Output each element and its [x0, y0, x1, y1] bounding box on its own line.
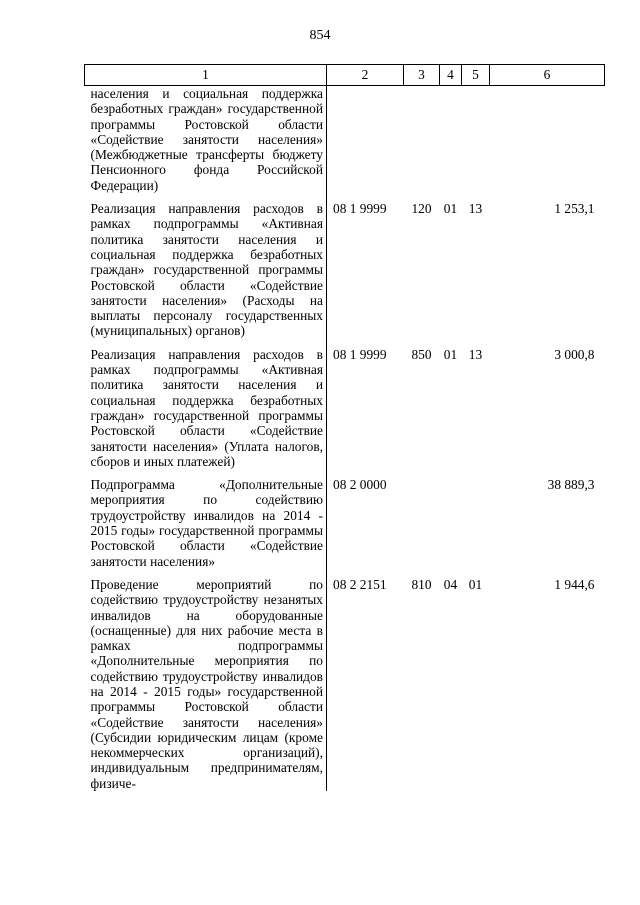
- row-amount: 1 944,6: [554, 576, 595, 592]
- table-row: [85, 86, 605, 194]
- column-header-4: 4: [440, 65, 462, 86]
- row-spacer: [85, 193, 605, 201]
- row-spacer: [85, 339, 605, 347]
- budget-table: [84, 64, 605, 791]
- column-header-2: 2: [327, 65, 404, 86]
- row-name: населения и социальная поддержка безработных граждан» государственной программы Ростовской области «Содействие занятости населения» (Межбюджетные трансферты бюджету Пенсионного фонда Российской Федерации): [85, 86, 327, 194]
- header-row: [85, 65, 605, 86]
- table-row: [85, 577, 605, 791]
- row-name: Проведение мероприятий по содействию трудоустройству незанятых инвалидов на оборудованные (оснащенные) для них рабочие места в рамках подпрограммы «Дополнительные мероприятия по содействию трудоустройству инвалидов на 2014 - 2015 годы» государственной программы Ростовской области «Содействие занятости населения» (Субсидии юридическим лицам (кроме некоммерческих организаций), индивидуальным предпринимателям, физиче-: [85, 577, 327, 791]
- column-header-5: 5: [462, 65, 490, 86]
- row-section: 04: [443, 576, 458, 592]
- row-amount: 38 889,3: [547, 477, 595, 493]
- table-header: [85, 65, 605, 86]
- row-code: [327, 86, 404, 194]
- row-expense-type: 120: [411, 201, 432, 217]
- row-name: Реализация направления расходов в рамках подпрограммы «Активная политика занятости населения и социальная поддержка безработных граждан» государственной программы Ростовской области «Содействие занятости населения» (Расходы на выплаты персоналу государственных (муниципальных) органов): [85, 201, 327, 339]
- row-subsection: [462, 477, 490, 569]
- row-amount: 3 000,8: [554, 346, 595, 362]
- table-row: [85, 477, 605, 569]
- row-subsection: 13: [468, 201, 483, 217]
- row-section: [440, 477, 462, 569]
- row-code: 08 2 0000: [333, 477, 387, 493]
- row-section: [440, 86, 462, 194]
- table-body: [85, 86, 605, 792]
- column-header-6: 6: [490, 65, 605, 86]
- row-spacer: [85, 569, 605, 577]
- row-name: Реализация направления расходов в рамках подпрограммы «Активная политика занятости населения и социальная поддержка безработных граждан» государственной программы Ростовской области «Содействие занятости населения» (Уплата налогов, сборов и иных платежей): [85, 347, 327, 469]
- row-subsection: [462, 86, 490, 194]
- row-expense-type: 850: [411, 346, 432, 362]
- row-name: Подпрограмма «Дополнительные мероприятия по содействию трудоустройству инвалидов на 2014 - 2015 годы» государственной программы Ростовской области «Содействие занятости населения»: [85, 477, 327, 569]
- row-expense-type: [404, 477, 440, 569]
- row-expense-type: 810: [411, 576, 432, 592]
- page-number: 854: [309, 28, 331, 43]
- column-header-3: 3: [404, 65, 440, 86]
- row-code: 08 2 2151: [333, 576, 387, 592]
- row-spacer: [85, 469, 605, 477]
- table-row: [85, 201, 605, 339]
- row-amount: 1 253,1: [554, 201, 595, 217]
- row-subsection: 01: [468, 576, 483, 592]
- row-code: 08 1 9999: [333, 201, 387, 217]
- row-subsection: 13: [468, 346, 483, 362]
- row-section: 01: [443, 346, 458, 362]
- column-header-1: 1: [85, 65, 327, 86]
- row-code: 08 1 9999: [333, 346, 387, 362]
- row-expense-type: [404, 86, 440, 194]
- row-section: 01: [443, 201, 458, 217]
- table-row: [85, 347, 605, 469]
- row-amount: [490, 86, 605, 194]
